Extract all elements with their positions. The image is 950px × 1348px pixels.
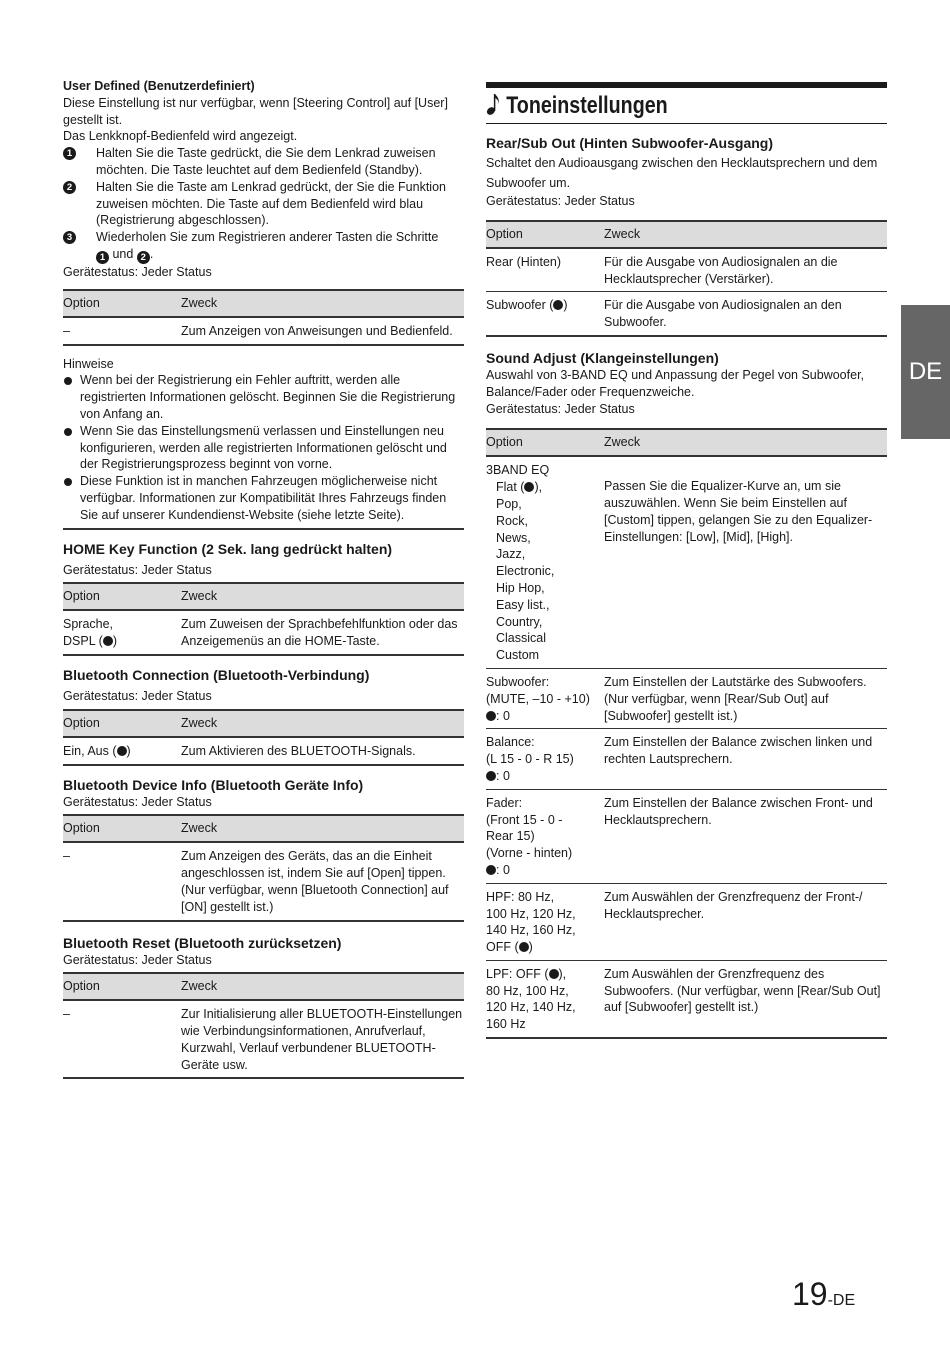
option-text: : 0 <box>496 768 510 783</box>
device-status: Gerätestatus: Jeder Status <box>486 401 635 416</box>
left-column <box>63 78 464 1079</box>
device-status: Gerätestatus: Jeder Status <box>63 264 212 279</box>
note-item: Wenn bei der Registrierung ein Fehler auftritt, werden alle registrierten Informationen gelöscht. Beginnen Sie die Registrierung von Anfang an. <box>63 372 464 422</box>
col-header-option: Option <box>486 221 604 248</box>
eq-preset: Electronic, <box>496 564 555 579</box>
option-cell <box>486 456 604 668</box>
option-text: ) <box>112 634 117 649</box>
step-text: Wiederholen Sie zum Registrieren anderer Tasten die Schritte <box>96 230 439 245</box>
eq-preset: Custom <box>496 648 540 663</box>
option-cell <box>486 729 604 789</box>
section-title-text: Toneinstellungen <box>506 92 668 119</box>
step-number-icon: 1 <box>63 147 76 160</box>
option-cell: – <box>63 317 181 345</box>
option-text: ), <box>558 966 567 981</box>
right-column <box>486 78 887 1039</box>
table-row <box>486 248 887 292</box>
option-cell <box>486 668 604 728</box>
option-text: Balance: <box>486 735 535 750</box>
option-text: Ein, Aus ( <box>63 743 117 758</box>
option-cell <box>63 737 181 765</box>
option-text: Flat ( <box>496 480 525 495</box>
purpose-cell: Zum Auswählen der Grenzfrequenz des Subwoofers. (Nur verfügbar, wenn [Rear/Sub Out] auf [Subwoofer] gestellt ist.) <box>604 960 887 1038</box>
device-status: Gerätestatus: Jeder Status <box>63 952 212 967</box>
option-text: ) <box>528 940 533 955</box>
option-text: ), <box>534 480 543 495</box>
purpose-cell: Zum Einstellen der Balance zwischen Front- und Hecklautsprechern. <box>604 789 887 883</box>
option-text: Sprache, <box>63 617 114 632</box>
purpose-cell: Passen Sie die Equalizer-Kurve an, um sie auszuwählen. Wenn Sie beim Einstellen auf [Custom] tippen, gelangen Sie zu den Equalizer-Einstellungen: [Low], [Mid], [High]. <box>604 456 887 668</box>
option-text: HPF: 80 Hz, <box>486 889 555 904</box>
col-header-option: Option <box>63 290 181 317</box>
table-row <box>486 668 887 728</box>
option-cell: – <box>63 1000 181 1078</box>
notes-block <box>63 356 464 530</box>
option-text: DSPL ( <box>63 634 103 649</box>
option-default <box>486 939 600 956</box>
col-header-option: Option <box>63 583 181 610</box>
option-text: : 0 <box>496 708 510 723</box>
device-status: Gerätestatus: Jeder Status <box>486 194 635 208</box>
step-number-icon: 2 <box>63 181 76 194</box>
device-status: Gerätestatus: Jeder Status <box>63 688 212 703</box>
bt-device-info-table <box>63 814 464 921</box>
step-ref-icon: 1 <box>96 251 109 264</box>
col-header-option: Option <box>63 710 181 737</box>
col-header-purpose: Zweck <box>181 710 464 737</box>
default-dot-icon <box>549 969 559 979</box>
step-ref-icon: 2 <box>137 251 150 264</box>
bt-reset-title: Bluetooth Reset (Bluetooth zurücksetzen) <box>63 934 342 951</box>
option-text: OFF ( <box>486 940 519 955</box>
option-cell <box>486 883 604 960</box>
option-cell <box>486 292 604 336</box>
default-dot-icon <box>486 711 496 721</box>
option-default <box>486 862 600 879</box>
eq-presets <box>486 479 600 664</box>
eq-preset: Hip Hop, <box>496 580 545 595</box>
notes-list <box>63 372 464 523</box>
bt-connection-table <box>63 709 464 766</box>
option-text: (MUTE, –10 - +10) <box>486 691 590 706</box>
table-row <box>486 789 887 883</box>
rear-sub-desc: Schaltet den Audioausgang zwischen den Hecklautsprechern und dem Subwoofer um. <box>486 156 878 190</box>
col-header-option: Option <box>486 429 604 456</box>
col-header-purpose: Zweck <box>604 429 887 456</box>
rear-sub-table <box>486 220 887 337</box>
step-text: Halten Sie die Taste gedrückt, die Sie dem Lenkrad zuweisen möchten. Die Taste leuchtet auf dem Bedienfeld (Standby). <box>96 146 436 177</box>
user-defined-intro2: Das Lenkknopf-Bedienfeld wird angezeigt. <box>63 129 298 144</box>
option-cell: – <box>63 842 181 920</box>
sound-adjust-desc: Auswahl von 3-BAND EQ und Anpassung der Pegel von Subwoofer, Balance/Fader oder Frequenzweiche. <box>486 367 865 399</box>
eq-preset: Rock, <box>496 513 528 528</box>
step-end-text: . <box>149 246 154 261</box>
sound-adjust-table <box>486 428 887 1039</box>
eq-preset: Country, <box>496 614 543 629</box>
table-row <box>63 737 464 765</box>
default-dot-icon <box>553 300 563 310</box>
table-row <box>63 610 464 655</box>
step-item <box>63 229 464 264</box>
col-header-purpose: Zweck <box>604 221 887 248</box>
col-header-option: Option <box>63 973 181 1000</box>
rear-sub-title: Rear/Sub Out (Hinten Subwoofer-Ausgang) <box>486 135 773 151</box>
table-row <box>63 317 464 345</box>
page-number-suffix: -DE <box>827 1292 856 1309</box>
language-tab: DE <box>901 305 950 439</box>
eq-label: 3BAND EQ <box>486 463 550 478</box>
user-defined-table <box>63 289 464 346</box>
table-row <box>486 456 887 668</box>
bt-reset-table <box>63 972 464 1079</box>
eq-preset: Easy list., <box>496 597 550 612</box>
purpose-cell: Zum Einstellen der Balance zwischen linken und rechten Lautsprechern. <box>604 729 887 789</box>
section-title <box>486 91 668 121</box>
option-text: 160 Hz <box>486 1017 526 1032</box>
option-cell <box>63 610 181 655</box>
notes-title: Hinweise <box>63 356 114 371</box>
step-and-text: und <box>112 246 134 261</box>
option-text: 120 Hz, 140 Hz, <box>486 1000 576 1015</box>
eq-preset: News, <box>496 530 531 545</box>
table-row <box>486 960 887 1038</box>
purpose-cell: Zum Anzeigen von Anweisungen und Bedienfeld. <box>181 317 464 345</box>
table-row <box>63 1000 464 1078</box>
option-text: 80 Hz, 100 Hz, <box>486 983 569 998</box>
page-number-value: 19 <box>792 1276 828 1312</box>
option-text: Fader: <box>486 795 523 810</box>
col-header-purpose: Zweck <box>181 290 464 317</box>
default-dot-icon <box>486 771 496 781</box>
home-key-title: HOME Key Function (2 Sek. lang gedrückt halten) <box>63 540 393 557</box>
purpose-cell: Zum Zuweisen der Sprachbefehlfunktion oder das Anzeigemenüs an die HOME-Taste. <box>181 610 464 655</box>
option-default <box>486 966 600 983</box>
steps-list <box>63 145 464 264</box>
option-text: 100 Hz, 120 Hz, <box>486 906 576 921</box>
bt-device-info-title: Bluetooth Device Info (Bluetooth Geräte Info) <box>63 776 364 793</box>
purpose-cell: Zum Aktivieren des BLUETOOTH-Signals. <box>181 737 464 765</box>
section-header <box>486 82 887 124</box>
default-dot-icon <box>524 482 534 492</box>
step-item <box>63 145 464 179</box>
user-defined-title: User Defined (Benutzerdefiniert) <box>63 79 255 93</box>
music-note-icon <box>486 92 501 116</box>
option-text: ) <box>563 298 568 313</box>
eq-preset: Pop, <box>496 496 522 511</box>
home-key-table <box>63 582 464 656</box>
option-text: : 0 <box>496 862 510 877</box>
table-row <box>486 883 887 960</box>
option-text: Subwoofer ( <box>486 298 554 313</box>
col-header-purpose: Zweck <box>181 815 464 842</box>
option-default <box>486 708 600 725</box>
col-header-purpose: Zweck <box>181 583 464 610</box>
purpose-cell: Für die Ausgabe von Audiosignalen an den Subwoofer. <box>604 292 887 336</box>
table-row <box>486 292 887 336</box>
default-dot-icon <box>117 746 127 756</box>
purpose-cell: Für die Ausgabe von Audiosignalen an die Hecklautsprecher (Verstärker). <box>604 248 887 292</box>
note-item: Diese Funktion ist in manchen Fahrzeugen möglicherweise nicht verfügbar. Informationen zur Kompatibilität Ihres Fahrzeugs finden Sie auf unserer Kundendienst-Website (siehe letzte Seite). <box>63 473 464 523</box>
eq-preset: Classical <box>496 631 547 646</box>
option-cell <box>486 789 604 883</box>
option-text: (L 15 - 0 - R 15) <box>486 752 574 767</box>
table-row <box>63 842 464 920</box>
step-item <box>63 179 464 229</box>
device-status: Gerätestatus: Jeder Status <box>63 562 212 577</box>
option-cell: Rear (Hinten) <box>486 248 604 292</box>
col-header-purpose: Zweck <box>181 973 464 1000</box>
user-defined-intro: Diese Einstellung ist nur verfügbar, wenn [Steering Control] auf [User] gestellt ist. <box>63 95 448 127</box>
bt-connection-title: Bluetooth Connection (Bluetooth-Verbindung) <box>63 666 370 683</box>
step-text: Halten Sie die Taste am Lenkrad gedrückt, der Sie die Funktion zuweisen möchten. Die Taste auf dem Bedienfeld wird blau (Registrierung abgeschlossen). <box>96 179 446 228</box>
option-text: Subwoofer: <box>486 674 550 689</box>
option-text: LPF: OFF ( <box>486 966 549 981</box>
purpose-cell: Zum Einstellen der Lautstärke des Subwoofers. (Nur verfügbar, wenn [Rear/Sub Out] auf [Subwoofer] gestellt ist.) <box>604 668 887 728</box>
purpose-cell: Zur Initialisierung aller BLUETOOTH-Einstellungen wie Verbindungsinformationen, Anrufverlauf, Kurzwahl, Verlauf verbundener BLUETOOTH-Geräte usw. <box>181 1000 464 1078</box>
default-dot-icon <box>103 636 113 646</box>
note-item: Wenn Sie das Einstellungsmenü verlassen und Einstellungen neu konfigurieren, werden alle registrierten Informationen gelöscht und der Registrierungsprozess beginnt von vorne. <box>63 423 464 473</box>
option-text: ) <box>126 743 131 758</box>
default-dot-icon <box>519 942 529 952</box>
default-dot-icon <box>486 865 496 875</box>
option-text: 140 Hz, 160 Hz, <box>486 923 576 938</box>
option-default <box>486 768 600 785</box>
purpose-cell: Zum Auswählen der Grenzfrequenz der Front-/ Hecklautsprecher. <box>604 883 887 960</box>
step-number-icon: 3 <box>63 231 76 244</box>
page-number <box>792 1276 855 1319</box>
option-text: Rear 15) <box>486 829 535 844</box>
option-cell <box>486 960 604 1038</box>
eq-preset <box>486 479 600 496</box>
option-text: (Vorne - hinten) <box>486 846 573 861</box>
col-header-option: Option <box>63 815 181 842</box>
option-text: (Front 15 - 0 - <box>486 812 563 827</box>
sound-adjust-title: Sound Adjust (Klangeinstellungen) <box>486 349 719 366</box>
table-row <box>486 729 887 789</box>
device-status: Gerätestatus: Jeder Status <box>63 794 212 809</box>
purpose-cell: Zum Anzeigen des Geräts, das an die Einheit angeschlossen ist, indem Sie auf [Open] tippen. (Nur verfügbar, wenn [Bluetooth Connection] auf [ON] gestellt ist.) <box>181 842 464 920</box>
eq-preset: Jazz, <box>496 547 526 562</box>
